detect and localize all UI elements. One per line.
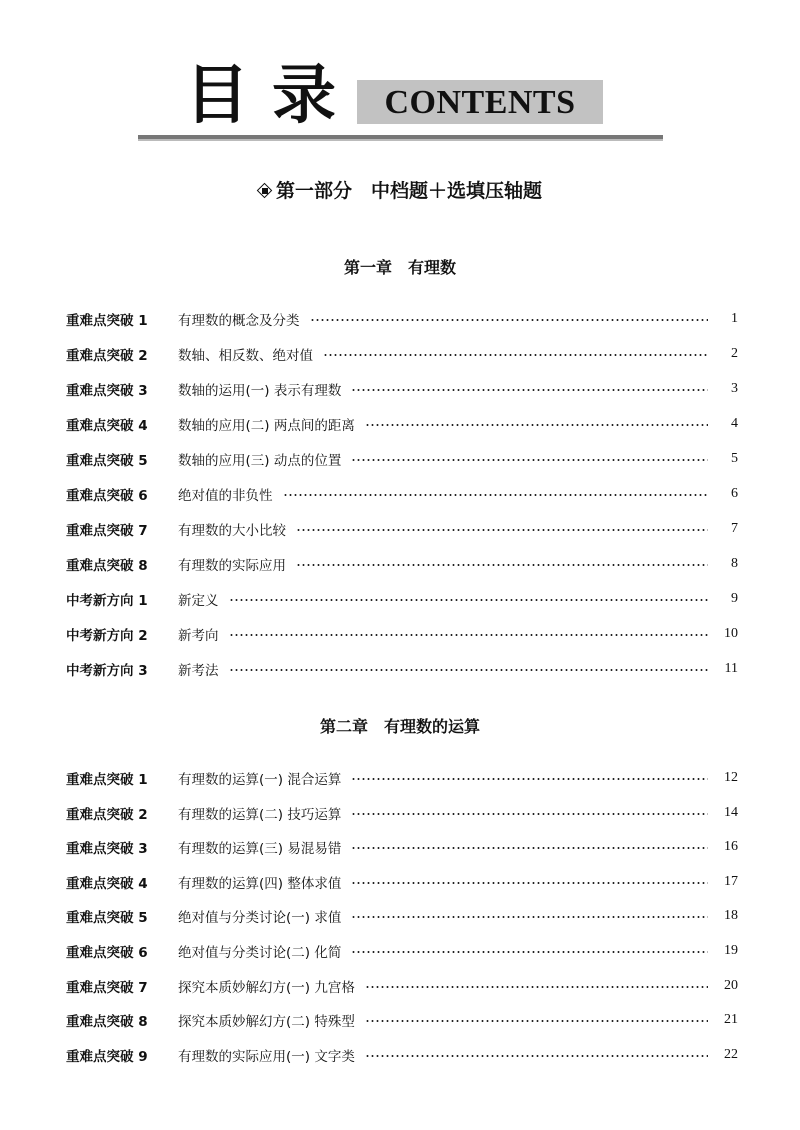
toc-entry[interactable] xyxy=(66,1009,738,1031)
toc-entry[interactable] xyxy=(66,588,738,610)
toc-entry-label: 重难点突破 7 xyxy=(66,979,148,996)
toc-entry-page: 6 xyxy=(731,486,738,501)
toc-entry[interactable] xyxy=(66,623,738,645)
toc-entry-page: 1 xyxy=(731,311,738,326)
toc-title-char-1: 目 xyxy=(185,59,249,133)
toc-title-char-2: 录 xyxy=(272,59,336,133)
dot-leader xyxy=(351,813,708,815)
toc-header xyxy=(0,0,800,150)
toc-entry-title: 数轴的应用(三) 动点的位置 xyxy=(178,453,342,469)
toc-entry-label: 重难点突破 3 xyxy=(66,841,148,858)
toc-entry-page: 8 xyxy=(731,556,738,571)
toc-entry-title: 有理数的运算(一) 混合运算 xyxy=(178,772,342,788)
toc-entry-page: 17 xyxy=(724,873,738,889)
dot-leader xyxy=(351,951,708,953)
toc-entry-page: 11 xyxy=(724,661,738,676)
toc-entry[interactable] xyxy=(66,905,738,927)
toc-entry-page: 18 xyxy=(724,908,738,924)
toc-entry-label: 重难点突破 4 xyxy=(66,418,148,434)
toc-entry-page: 22 xyxy=(724,1046,738,1062)
toc-entry[interactable] xyxy=(66,378,738,400)
dot-leader xyxy=(229,599,709,601)
toc-entry-title: 有理数的运算(二) 技巧运算 xyxy=(178,806,342,823)
toc-entry-title: 绝对值的非负性 xyxy=(178,488,273,504)
toc-entry[interactable] xyxy=(66,308,738,330)
toc-entry-page: 14 xyxy=(724,804,738,820)
toc-entry-title: 新考法 xyxy=(178,663,219,679)
dot-leader xyxy=(365,424,708,426)
toc-entry-title: 绝对值与分类讨论(二) 化简 xyxy=(178,945,342,961)
toc-entry-page: 4 xyxy=(731,416,738,431)
chapter-title: 第一章 有理数 xyxy=(343,258,456,277)
toc-entry-title: 绝对值与分类讨论(一) 求值 xyxy=(178,910,342,927)
toc-entry-page: 19 xyxy=(724,943,738,958)
header-divider-shadow xyxy=(138,139,663,141)
toc-entry-title: 数轴、相反数、绝对值 xyxy=(178,348,313,364)
contents-banner xyxy=(357,80,603,124)
toc-entry[interactable] xyxy=(66,836,738,858)
toc-entry-page: 3 xyxy=(731,381,738,396)
toc-entry[interactable] xyxy=(66,518,738,540)
toc-entry-title: 有理数的实际应用 xyxy=(178,558,286,574)
toc-entry[interactable] xyxy=(66,658,738,680)
toc-entry-page: 20 xyxy=(724,977,738,993)
dot-leader xyxy=(323,354,708,356)
dot-leader xyxy=(296,564,708,566)
toc-entry-label: 重难点突破 6 xyxy=(66,945,148,961)
dot-leader xyxy=(229,634,709,636)
dot-leader xyxy=(365,1020,708,1022)
toc-entry-label: 重难点突破 1 xyxy=(66,772,148,788)
toc-entry-title: 数轴的应用(二) 两点间的距离 xyxy=(178,418,355,434)
toc-entry-label: 重难点突破 2 xyxy=(66,806,148,823)
dot-leader xyxy=(365,986,708,988)
toc-entry-title: 有理数的大小比较 xyxy=(178,523,286,539)
toc-entry-label: 重难点突破 8 xyxy=(66,558,148,574)
toc-entry-page: 12 xyxy=(724,770,738,785)
toc-entry-label: 重难点突破 2 xyxy=(66,348,148,364)
toc-entry[interactable] xyxy=(66,1044,738,1066)
toc-entry[interactable] xyxy=(66,802,738,824)
toc-entry-title: 探究本质妙解幻方(一) 九宫格 xyxy=(178,979,355,996)
toc-entry-label: 重难点突破 5 xyxy=(66,453,148,469)
toc-entry-page: 16 xyxy=(724,839,738,855)
toc-entry-page: 9 xyxy=(731,591,738,606)
toc-entry-label: 中考新方向 2 xyxy=(66,628,148,644)
toc-entry[interactable] xyxy=(66,871,738,893)
toc-entry[interactable] xyxy=(66,448,738,470)
toc-entry[interactable] xyxy=(66,975,738,997)
dot-leader xyxy=(365,1055,708,1057)
toc-entry-page: 10 xyxy=(724,626,738,641)
toc-entry-page: 7 xyxy=(731,521,738,536)
toc-entry-label: 重难点突破 1 xyxy=(66,313,148,329)
toc-entry-label: 中考新方向 1 xyxy=(66,593,148,609)
dot-leader xyxy=(351,389,708,391)
toc-entry-label: 重难点突破 9 xyxy=(66,1048,148,1065)
dot-leader xyxy=(351,778,708,780)
dot-leader xyxy=(310,319,709,321)
toc-entry[interactable] xyxy=(66,413,738,435)
toc-entry-label: 重难点突破 3 xyxy=(66,383,148,399)
dot-leader xyxy=(351,916,708,918)
toc-entry-page: 5 xyxy=(731,451,738,466)
part-heading xyxy=(0,176,800,203)
toc-entry-title: 有理数的实际应用(一) 文字类 xyxy=(178,1048,355,1065)
toc-entry-label: 重难点突破 7 xyxy=(66,523,148,539)
toc-entry[interactable] xyxy=(66,343,738,365)
dot-leader xyxy=(351,459,708,461)
toc-entry-label: 重难点突破 8 xyxy=(66,1014,148,1031)
toc-entry-page: 21 xyxy=(724,1012,738,1028)
toc-entry-title: 有理数的运算(三) 易混易错 xyxy=(178,841,342,858)
dot-leader xyxy=(351,847,708,849)
dot-leader xyxy=(229,669,709,671)
toc-entry[interactable] xyxy=(66,483,738,505)
dot-leader xyxy=(283,494,709,496)
toc-entry-title: 新定义 xyxy=(178,593,219,609)
toc-entry-title: 数轴的运用(一) 表示有理数 xyxy=(178,383,342,399)
toc-entry[interactable] xyxy=(66,940,738,962)
toc-entry-label: 中考新方向 3 xyxy=(66,663,148,679)
diamond-bullet-icon xyxy=(258,184,272,198)
dot-leader xyxy=(351,882,708,884)
toc-entry-label: 重难点突破 5 xyxy=(66,910,148,927)
chapter-title: 第二章 有理数的运算 xyxy=(319,717,480,736)
toc-entry-title: 探究本质妙解幻方(二) 特殊型 xyxy=(178,1014,355,1031)
toc-entry-title: 新考向 xyxy=(178,628,219,644)
part-title: 第一部分 中档题＋选填压轴题 xyxy=(275,180,542,202)
contents-label: CONTENTS xyxy=(384,84,576,121)
toc-entry[interactable] xyxy=(66,767,738,789)
dot-leader xyxy=(296,529,708,531)
toc-entry-label: 重难点突破 6 xyxy=(66,488,148,504)
toc-entry-page: 2 xyxy=(731,346,738,361)
toc-entry-title: 有理数的运算(四) 整体求值 xyxy=(178,875,342,892)
toc-entry-title: 有理数的概念及分类 xyxy=(178,313,300,329)
toc-entry[interactable] xyxy=(66,553,738,575)
toc-entry-label: 重难点突破 4 xyxy=(66,875,148,892)
